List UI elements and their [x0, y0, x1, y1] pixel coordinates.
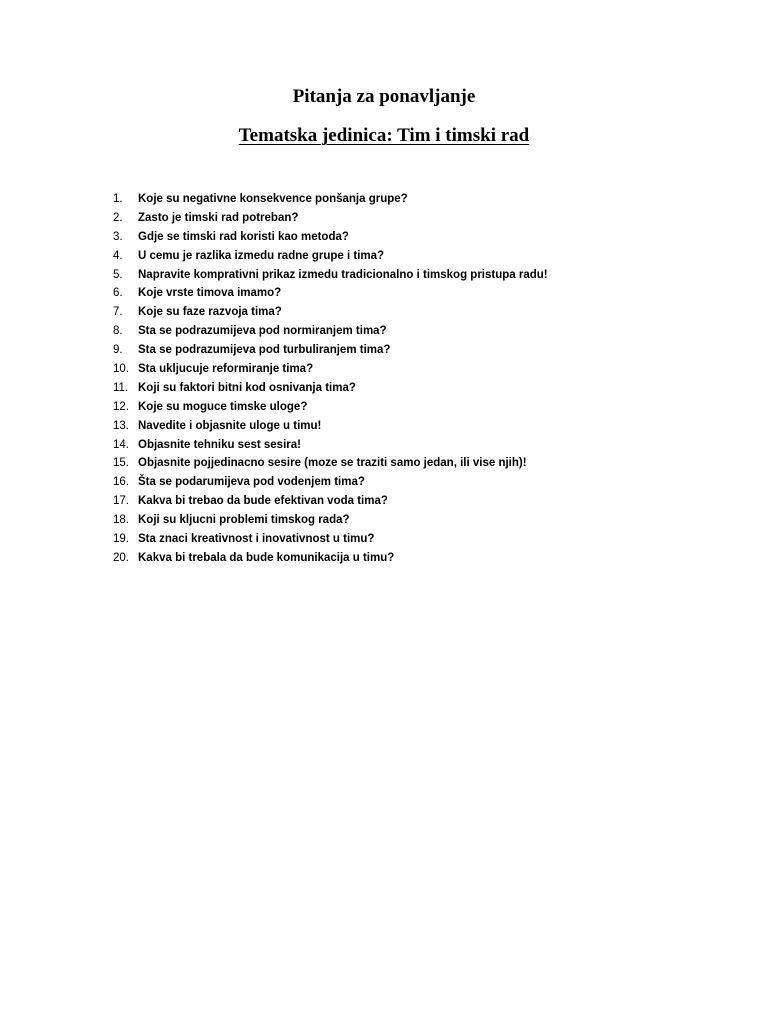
question-number-text: 14.	[113, 438, 129, 451]
question-item	[104, 341, 548, 360]
question-item	[104, 284, 548, 303]
question-item	[104, 190, 548, 209]
question-text: Sta ukljucuje reformiranje tima?	[138, 363, 314, 376]
question-number	[104, 341, 137, 360]
question-item	[104, 473, 548, 492]
question-number-text: 4.	[113, 249, 123, 262]
question-number-text: 10.	[113, 363, 129, 376]
question-item	[104, 209, 548, 228]
question-item	[104, 303, 548, 322]
question-number-text: 18.	[113, 514, 129, 527]
question-number	[104, 511, 137, 530]
question-item	[104, 360, 548, 379]
question-text: Koji su faktori bitni kod osnivanja tima?	[138, 381, 356, 394]
question-number	[104, 284, 137, 303]
question-number-text: 17.	[113, 495, 129, 508]
question-number-text: 15.	[113, 457, 129, 470]
question-number	[104, 228, 137, 247]
document-subtitle	[0, 124, 768, 148]
question-text: Koji su kljucni problemi timskog rada?	[138, 514, 350, 527]
question-text: Gdje se timski rad koristi kao metoda?	[138, 230, 349, 243]
question-number	[104, 398, 137, 417]
question-number	[104, 303, 137, 322]
question-number-text: 9.	[113, 344, 123, 357]
question-text: Koje vrste timova imamo?	[138, 287, 282, 300]
question-number	[104, 473, 137, 492]
question-text: Objasnite pojjedinacno sesire (moze se traziti samo jedan, ili vise njih)!	[138, 457, 527, 470]
question-item	[104, 511, 548, 530]
question-number	[104, 492, 137, 511]
question-text: Zasto je timski rad potreban?	[138, 211, 299, 224]
question-number-text: 11.	[113, 381, 129, 394]
question-item	[104, 322, 548, 341]
question-number-text: 13.	[113, 419, 129, 432]
question-number	[104, 266, 137, 285]
question-text: Objasnite tehniku sest sesira!	[138, 438, 301, 451]
question-item	[104, 266, 548, 285]
question-number-text: 16.	[113, 476, 129, 489]
document-subtitle-text: Tematska jedinica: Tim i timski rad	[238, 125, 530, 146]
question-number-text: 19.	[113, 533, 129, 546]
question-number	[104, 417, 137, 436]
question-text: Kakva bi trebao da bude efektivan voda tima?	[138, 495, 388, 508]
question-number	[104, 360, 137, 379]
question-item	[104, 398, 548, 417]
question-text: U cemu je razlika izmedu radne grupe i tima?	[138, 249, 385, 262]
question-number-text: 20.	[113, 551, 129, 564]
question-item	[104, 228, 548, 247]
question-text: Napravite komprativni prikaz izmedu tradicionalno i timskog pristupa radu!	[138, 268, 548, 281]
question-text: Koje su negativne konsekvence ponšanja grupe?	[138, 193, 408, 205]
question-number	[104, 247, 137, 266]
question-number-text: 1.	[113, 193, 123, 205]
question-item	[104, 549, 548, 568]
question-text: Sta se podrazumijeva pod turbuliranjem tima?	[138, 344, 391, 357]
question-text: Šta se podarumijeva pod vodenjem tima?	[138, 476, 365, 489]
question-item	[104, 247, 548, 266]
question-text: Sta znaci kreativnost i inovativnost u timu?	[138, 533, 375, 546]
question-list	[104, 190, 548, 568]
question-number	[104, 209, 137, 228]
question-number	[104, 549, 137, 568]
question-number-text: 5.	[113, 268, 123, 281]
question-item	[104, 530, 548, 549]
question-number-text: 8.	[113, 325, 123, 338]
question-number-text: 6.	[113, 287, 123, 300]
question-text: Koje su faze razvoja tima?	[138, 306, 282, 319]
question-item	[104, 454, 548, 473]
question-text: Kakva bi trebala da bude komunikacija u timu?	[138, 551, 395, 564]
question-number	[104, 436, 137, 455]
question-number-text: 3.	[113, 230, 123, 243]
question-number	[104, 530, 137, 549]
question-item	[104, 492, 548, 511]
document-title: Pitanja za ponavljanje	[292, 86, 476, 107]
question-text: Sta se podrazumijeva pod normiranjem tima?	[138, 325, 387, 338]
question-item	[104, 379, 548, 398]
question-number	[104, 379, 137, 398]
question-number-text: 7.	[113, 306, 123, 319]
question-number	[104, 454, 137, 473]
question-number	[104, 190, 137, 209]
question-number-text: 2.	[113, 211, 123, 224]
question-number-text: 12.	[113, 400, 129, 413]
question-text: Koje su moguce timske uloge?	[138, 400, 308, 413]
question-item	[104, 436, 548, 455]
question-text: Navedite i objasnite uloge u timu!	[138, 419, 322, 432]
question-item	[104, 417, 548, 436]
question-number	[104, 322, 137, 341]
